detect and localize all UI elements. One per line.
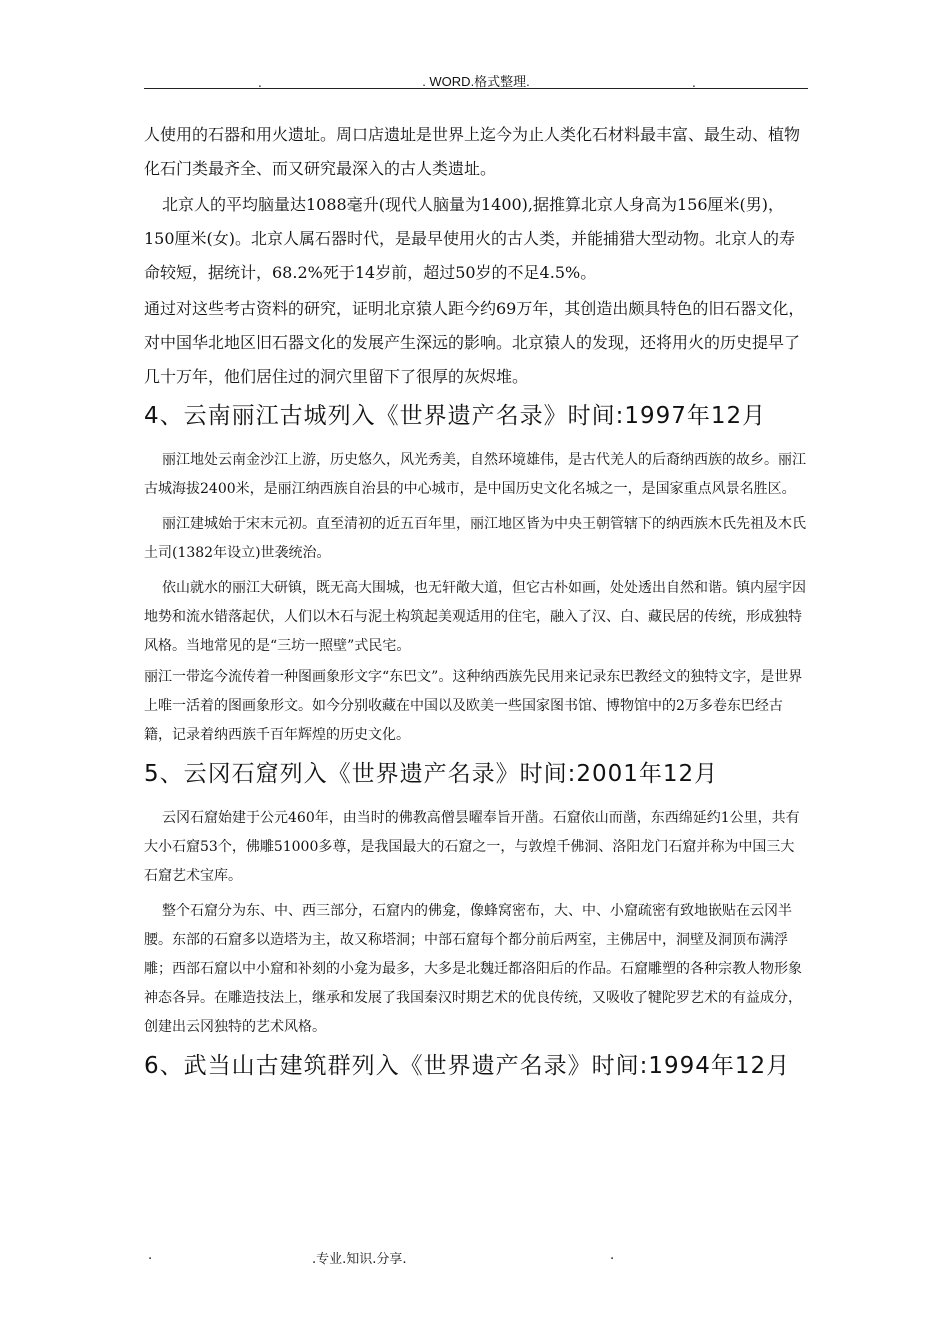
header-title: . WORD.格式整理. xyxy=(422,74,530,89)
heading-lijiang: 4、云南丽江古城列入《世界遗产名录》时间:1997年12月 xyxy=(144,403,767,429)
paragraph-zhoukoudian-summary: 人使用的石器和用火遗址。周口店遗址是世界上迄今为止人类化石材料最丰富、最生动、植物化石门类最齐全、而又研究最深入的古人类遗址。 xyxy=(144,125,801,178)
page-footer xyxy=(144,1248,808,1268)
page-header xyxy=(144,66,808,89)
paragraph-lijiang-location: 丽江地处云南金沙江上游，历史悠久，风光秀美，自然环境雄伟，是古代羌人的后裔纳西族的故乡。丽江古城海拔2400米，是丽江纳西族自治县的中心城市，是中国历史文化名城之一，是国家重点风景名胜区。 xyxy=(144,452,806,497)
heading-wudang: 6、武当山古建筑群列入《世界遗产名录》时间:1994年12月 xyxy=(144,1053,791,1079)
header-left-mark: . xyxy=(258,76,262,90)
paragraph-lijiang-history: 丽江建城始于宋末元初。直至清初的近五百年里，丽江地区皆为中央王朝管辖下的纳西族木氏先祖及木氏土司(1382年设立)世袭统治。 xyxy=(144,516,806,561)
paragraph-yungang-layout: 整个石窟分为东、中、西三部分，石窟内的佛龛，像蜂窝密布，大、中、小窟疏密有致地嵌贴在云冈半腰。东部的石窟多以造塔为主，故又称塔洞；中部石窟每个都分前后两室，主佛居中，洞壁及洞顶布满浮雕；西部石窟以中小窟和补刻的小龛为最多，大多是北魏迁都洛阳后的作品。石窟雕塑的各种宗教人物形象神态各异。在雕造技法上，继承和发展了我国秦汉时期艺术的优良传统，又吸收了犍陀罗艺术的有益成分，创建出云冈独特的艺术风格。 xyxy=(144,903,802,1035)
footer-text: .专业.知识.分享. xyxy=(312,1252,407,1267)
paragraph-peking-man-stats: 北京人的平均脑量达1088毫升(现代人脑量为1400),据推算北京人身高为156厘米(男)，150厘米(女)。北京人属石器时代，是最早使用火的古人类，并能捕猎大型动物。北京人的寿命较短，据统计，68.2%死于14岁前，超过50岁的不足4.5%。 xyxy=(144,195,796,282)
footer-right-mark: . xyxy=(610,1248,615,1263)
header-right-mark: . xyxy=(692,76,696,90)
paragraph-lijiang-dayan: 依山就水的丽江大研镇，既无高大围城，也无轩敞大道，但它古朴如画，处处透出自然和谐。镇内屋宇因地势和流水错落起伏，人们以木石与泥土构筑起美观适用的住宅，融入了汉、白、藏民居的传统，形成独特风格。当地常见的是“三坊一照壁”式民宅。 xyxy=(144,580,806,654)
footer-left-mark: . xyxy=(148,1248,153,1263)
paragraph-dongba-script: 丽江一带迄今流传着一种图画象形文字“东巴文”。这种纳西族先民用来记录东巴教经文的独特文字，是世界上唯一活着的图画象形文。如今分别收藏在中国以及欧美一些国家图书馆、博物馆中的2万多卷东巴经古籍，记录着纳西族千百年辉煌的历史文化。 xyxy=(144,669,803,743)
paragraph-peking-man-research: 通过对这些考古资料的研究，证明北京猿人距今约69万年，其创造出颇具特色的旧石器文化，对中国华北地区旧石器文化的发展产生深远的影响。北京猿人的发现，还将用火的历史提早了几十万年，他们居住过的洞穴里留下了很厚的灰烬堆。 xyxy=(144,299,805,386)
paragraph-yungang-origin: 云冈石窟始建于公元460年，由当时的佛教高僧昙曜奉旨开凿。石窟依山而凿，东西绵延约1公里，共有大小石窟53个，佛雕51000多尊，是我国最大的石窟之一，与敦煌千佛洞、洛阳龙门石窟并称为中国三大石窟艺术宝库。 xyxy=(144,810,800,884)
heading-yungang: 5、云冈石窟列入《世界遗产名录》时间:2001年12月 xyxy=(144,761,719,787)
document-body xyxy=(144,118,808,1088)
